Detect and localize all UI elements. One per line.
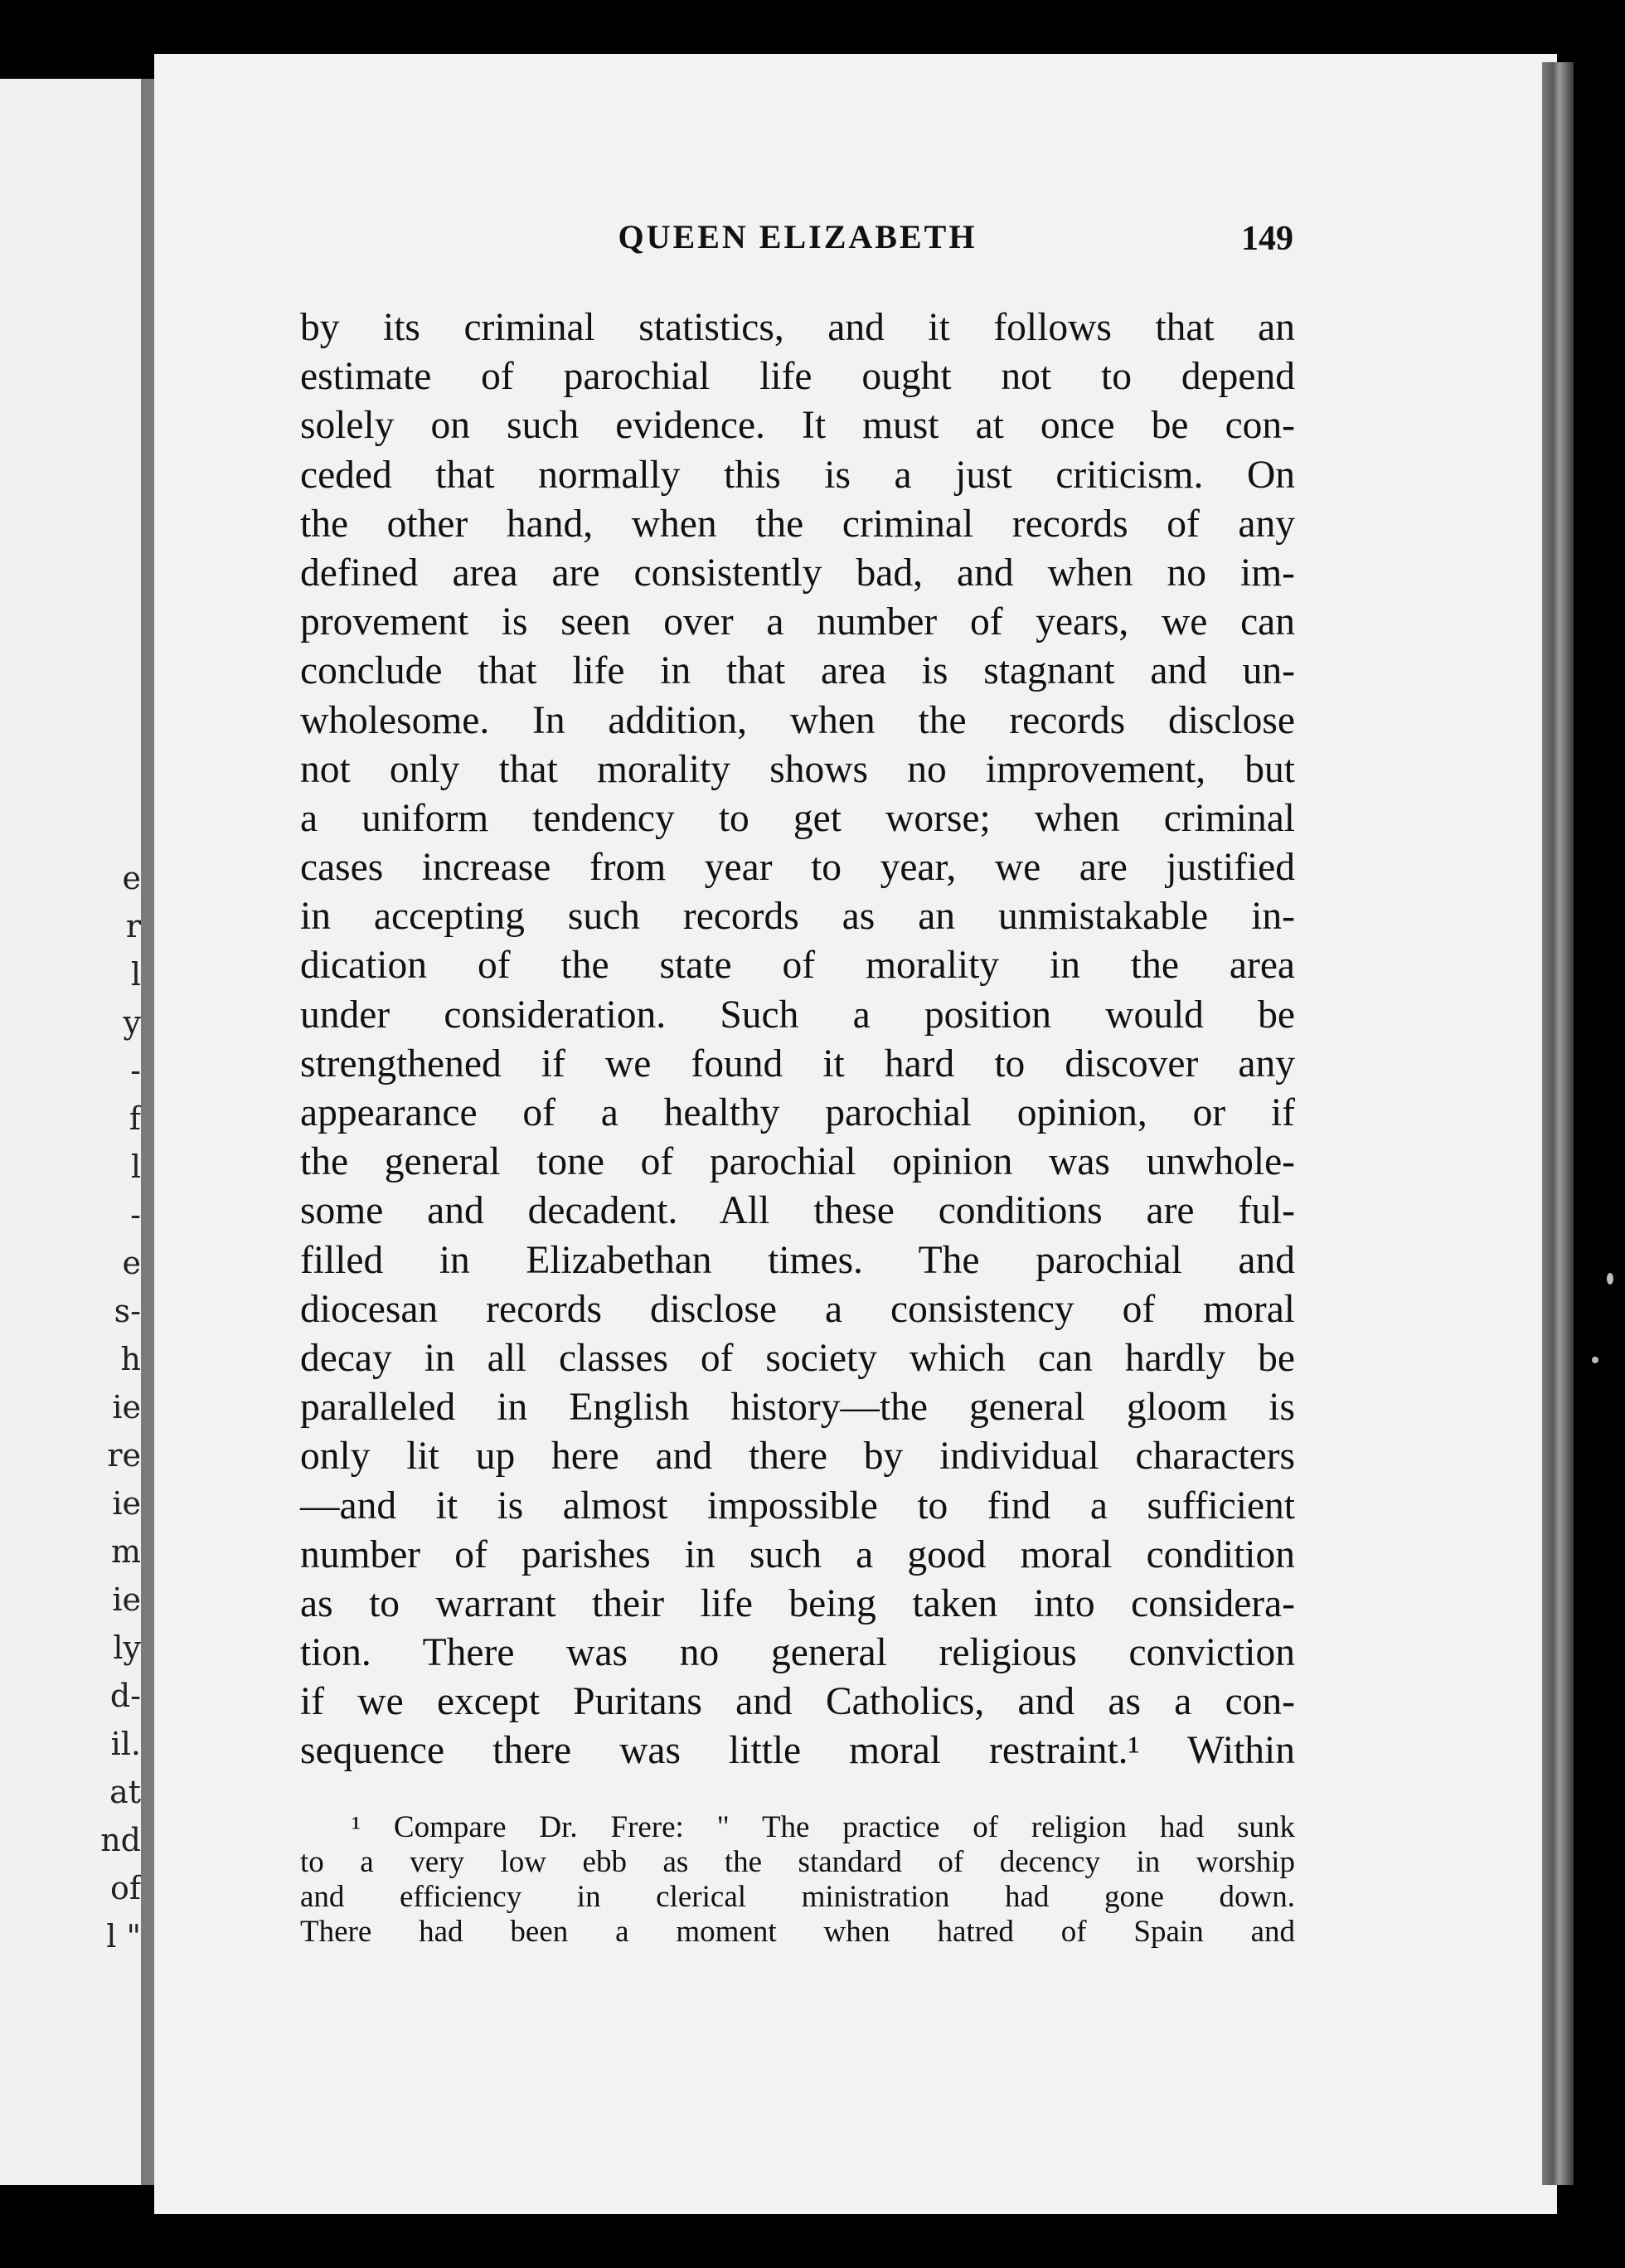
left-fragment: h [120, 1341, 141, 1377]
footnote-line: ¹ Compare Dr. Frere: " The practice of religion had sunk [352, 1810, 1295, 1844]
text-line: tion. There was no general religious conviction [300, 1631, 1295, 1675]
text-line: paralleled in English history—the general gloom is [300, 1386, 1295, 1430]
left-fragment: r [125, 908, 141, 945]
text-line: cases increase from year to year, we are justified [300, 846, 1295, 890]
footnote [300, 1810, 1295, 1950]
left-fragment: l " [106, 1918, 141, 1955]
left-fragment: e [122, 860, 141, 896]
left-page-text-fragments [91, 854, 141, 1960]
left-fragment: l [130, 956, 141, 993]
scan-speck [1607, 1273, 1613, 1285]
left-fragment: ie [112, 1389, 141, 1425]
page-number: 149 [1241, 220, 1293, 258]
text-line: ceded that normally this is a just criticism. On [300, 453, 1295, 497]
text-line: not only that morality shows no improvement, but [300, 747, 1295, 791]
text-line: as to warrant their life being taken into considera- [300, 1581, 1295, 1625]
text-line: by its criminal statistics, and it follows that an [300, 306, 1295, 349]
left-fragment: l [130, 1149, 141, 1185]
left-fragment: e [122, 1245, 141, 1281]
text-line: strengthened if we found it hard to discover any [300, 1042, 1295, 1085]
left-fragment: y [123, 1004, 141, 1041]
text-line: under consideration. Such a position would be [300, 993, 1295, 1037]
text-line: dication of the state of morality in the area [300, 944, 1295, 988]
footnote-line: to a very low ebb as the standard of decency in worship [300, 1845, 1295, 1879]
text-line: appearance of a healthy parochial opinion, or if [300, 1091, 1295, 1134]
text-line: provement is seen over a number of years, we can [300, 600, 1295, 644]
left-fragment: s- [114, 1293, 141, 1329]
text-line: in accepting such records as an unmistakable in- [300, 895, 1295, 939]
body-text [300, 304, 1295, 1776]
text-line: diocesan records disclose a consistency of moral [300, 1287, 1295, 1331]
page-edge-shadow [1542, 62, 1574, 2185]
text-line: —and it is almost impossible to find a sufficient [300, 1484, 1295, 1527]
text-line: if we except Puritans and Catholics, and as a con- [300, 1680, 1295, 1724]
text-line: conclude that life in that area is stagnant and un- [300, 649, 1295, 693]
left-fragment: of [110, 1870, 141, 1906]
left-fragment: d- [109, 1678, 141, 1714]
left-fragment: at [109, 1774, 141, 1810]
text-line: only lit up here and there by individual characters [300, 1435, 1295, 1479]
text-line: filled in Elizabethan times. The parochial and [300, 1238, 1295, 1282]
footnote-line: and efficiency in clerical ministration had gone down. [300, 1880, 1295, 1914]
left-fragment: m [110, 1533, 141, 1570]
footnote-line: There had been a moment when hatred of Spain and [300, 1915, 1295, 1949]
text-line: sequence there was little moral restraint.¹ Within [300, 1729, 1295, 1773]
text-line: estimate of parochial life ought not to depend [300, 355, 1295, 399]
text-line: wholesome. In addition, when the records disclose [300, 698, 1295, 742]
left-fragment: nd [100, 1822, 141, 1858]
text-line: decay in all classes of society which can hardly be [300, 1336, 1295, 1380]
left-fragment: f [129, 1100, 141, 1137]
left-fragment: il. [110, 1726, 141, 1762]
left-fragment: - [130, 1197, 141, 1233]
left-fragment: ly [113, 1629, 141, 1666]
text-line: number of parishes in such a good moral condition [300, 1532, 1295, 1576]
left-fragment: - [130, 1052, 141, 1089]
text-line: solely on such evidence. It must at once be con- [300, 404, 1295, 448]
left-fragment: ie [112, 1485, 141, 1522]
text-line: defined area are consistently bad, and when no im- [300, 551, 1295, 595]
scan-speck [1592, 1357, 1598, 1363]
left-fragment: ie [112, 1581, 141, 1618]
left-fragment: re [107, 1437, 141, 1474]
text-line: a uniform tendency to get worse; when criminal [300, 796, 1295, 840]
running-head: QUEEN ELIZABETH [618, 218, 977, 255]
text-line: the general tone of parochial opinion was unwhole- [300, 1140, 1295, 1184]
left-page-edge [0, 79, 148, 2185]
text-line: some and decadent. All these conditions are ful- [300, 1189, 1295, 1233]
text-line: the other hand, when the criminal records of any [300, 502, 1295, 546]
